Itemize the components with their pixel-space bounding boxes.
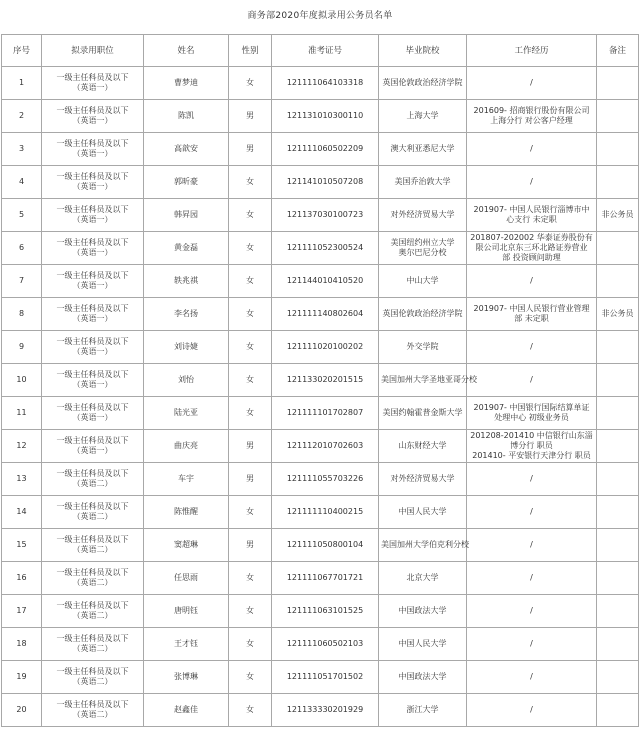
cell-position (42, 496, 144, 529)
cell-exam-id: 121112010702603 (272, 430, 379, 463)
cell-name: 高歆安 (144, 133, 229, 166)
cell-experience-line: 上海分行 对公客户经理 (490, 116, 573, 125)
cell-position (42, 232, 144, 265)
cell-exam-id: 121137030100723 (272, 199, 379, 232)
cell-no: 15 (2, 529, 42, 562)
cell-experience-line: 部 投资顾问助理 (502, 253, 561, 262)
cell-remark (597, 100, 639, 133)
cell-name: 任思雨 (144, 562, 229, 595)
cell-gender: 女 (229, 166, 272, 199)
cell-experience-line: / (530, 705, 533, 714)
cell-position-line: 一级主任科员及以下 (56, 634, 129, 643)
cell-exam-id: 121141010507208 (272, 166, 379, 199)
roster-body (2, 67, 639, 727)
cell-school (379, 694, 467, 727)
roster-table (1, 34, 639, 727)
cell-experience (467, 364, 597, 397)
table-row (2, 562, 639, 595)
table-row (2, 397, 639, 430)
cell-position (42, 199, 144, 232)
table-row (2, 595, 639, 628)
cell-experience (467, 166, 597, 199)
cell-position-line: 一级主任科员及以下 (56, 370, 129, 379)
cell-position (42, 628, 144, 661)
cell-no: 6 (2, 232, 42, 265)
cell-remark (597, 496, 639, 529)
cell-position (42, 100, 144, 133)
cell-school-line: 美国约翰霍普金斯大学 (382, 408, 463, 417)
cell-school-line: 北京大学 (406, 573, 439, 582)
cell-school-line: 上海大学 (406, 111, 439, 120)
cell-experience-line: 201807-202002 华泰证券股份有 (470, 233, 593, 242)
cell-school-line: 山东财经大学 (398, 441, 447, 450)
cell-remark: 非公务员 (597, 298, 639, 331)
cell-position (42, 265, 144, 298)
cell-exam-id: 121111101702807 (272, 397, 379, 430)
cell-name: 车宇 (144, 463, 229, 496)
cell-no: 8 (2, 298, 42, 331)
cell-position-line: （英语一） (72, 248, 113, 257)
cell-position (42, 67, 144, 100)
cell-name: 陈惟醒 (144, 496, 229, 529)
cell-experience-line: / (530, 606, 533, 615)
cell-experience (467, 463, 597, 496)
cell-remark (597, 628, 639, 661)
cell-no: 9 (2, 331, 42, 364)
cell-gender: 女 (229, 694, 272, 727)
cell-gender: 女 (229, 397, 272, 430)
cell-position-line: 一级主任科员及以下 (56, 403, 129, 412)
cell-position-line: （英语一） (72, 347, 113, 356)
cell-exam-id: 121111067701721 (272, 562, 379, 595)
cell-position-line: 一级主任科员及以下 (56, 700, 129, 709)
cell-gender: 女 (229, 67, 272, 100)
cell-exam-id: 121131010300110 (272, 100, 379, 133)
table-row (2, 628, 639, 661)
cell-position-line: （英语一） (72, 380, 113, 389)
cell-position (42, 331, 144, 364)
cell-no: 19 (2, 661, 42, 694)
cell-position-line: 一级主任科员及以下 (56, 601, 129, 610)
cell-experience (467, 232, 597, 265)
cell-name: 赵鑫佳 (144, 694, 229, 727)
cell-position-line: （英语一） (72, 446, 113, 455)
cell-position-line: （英语一） (72, 215, 113, 224)
table-row (2, 661, 639, 694)
cell-position-line: （英语二） (72, 710, 113, 719)
cell-no: 1 (2, 67, 42, 100)
cell-position (42, 397, 144, 430)
header-experience: 工作经历 (467, 35, 597, 67)
cell-school-line: 中国人民大学 (398, 639, 447, 648)
cell-position (42, 166, 144, 199)
cell-gender: 女 (229, 331, 272, 364)
cell-position-line: 一级主任科员及以下 (56, 469, 129, 478)
cell-experience-line: 处理中心 初级业务员 (494, 413, 569, 422)
cell-no: 12 (2, 430, 42, 463)
cell-school (379, 661, 467, 694)
table-row (2, 166, 639, 199)
cell-gender: 女 (229, 628, 272, 661)
cell-exam-id: 121111060502209 (272, 133, 379, 166)
cell-name: 窦超琳 (144, 529, 229, 562)
cell-gender: 女 (229, 364, 272, 397)
cell-school (379, 67, 467, 100)
cell-position-line: 一级主任科员及以下 (56, 271, 129, 280)
cell-no: 5 (2, 199, 42, 232)
cell-school (379, 397, 467, 430)
cell-position-line: （英语一） (72, 413, 113, 422)
cell-position-line: （英语二） (72, 545, 113, 554)
cell-school (379, 463, 467, 496)
cell-experience-line: / (530, 507, 533, 516)
cell-school-line: 澳大利亚悉尼大学 (390, 144, 455, 153)
table-row (2, 529, 639, 562)
cell-position-line: （英语一） (72, 149, 113, 158)
cell-position-line: （英语一） (72, 314, 113, 323)
cell-position-line: （英语一） (72, 83, 113, 92)
cell-school-line: 美国纽约州立大学 (390, 238, 455, 247)
cell-remark (597, 661, 639, 694)
header-name: 姓名 (144, 35, 229, 67)
cell-name: 李名扬 (144, 298, 229, 331)
cell-school-line: 中国政法大学 (398, 672, 447, 681)
cell-position-line: 一级主任科员及以下 (56, 337, 129, 346)
cell-name: 刘诗婕 (144, 331, 229, 364)
cell-position-line: （英语一） (72, 281, 113, 290)
cell-no: 20 (2, 694, 42, 727)
cell-experience (467, 331, 597, 364)
cell-gender: 女 (229, 595, 272, 628)
cell-remark (597, 430, 639, 463)
cell-remark (597, 166, 639, 199)
cell-experience (467, 265, 597, 298)
cell-experience-line: / (530, 639, 533, 648)
cell-position (42, 298, 144, 331)
cell-experience (467, 100, 597, 133)
cell-name: 唐明钰 (144, 595, 229, 628)
cell-school-line: 对外经济贸易大学 (390, 210, 455, 219)
cell-remark (597, 694, 639, 727)
cell-exam-id: 121133330201929 (272, 694, 379, 727)
cell-position (42, 364, 144, 397)
cell-name: 刘怡 (144, 364, 229, 397)
cell-remark (597, 562, 639, 595)
cell-gender: 男 (229, 100, 272, 133)
cell-experience-line: 201208-201410 中信银行山东淄 (470, 431, 593, 440)
cell-school (379, 232, 467, 265)
cell-school-line: 浙江大学 (406, 705, 439, 714)
cell-exam-id: 121111051701502 (272, 661, 379, 694)
cell-gender: 男 (229, 529, 272, 562)
cell-gender: 女 (229, 496, 272, 529)
cell-school-line: 中国人民大学 (398, 507, 447, 516)
cell-position-line: 一级主任科员及以下 (56, 205, 129, 214)
cell-position (42, 463, 144, 496)
cell-school (379, 496, 467, 529)
cell-school-line: 英国伦敦政治经济学院 (382, 78, 463, 87)
cell-no: 13 (2, 463, 42, 496)
cell-experience (467, 496, 597, 529)
table-row (2, 430, 639, 463)
cell-remark (597, 331, 639, 364)
cell-school (379, 133, 467, 166)
table-row (2, 463, 639, 496)
cell-experience-line: 博分行 职员 (510, 441, 553, 450)
cell-school-line: 中国政法大学 (398, 606, 447, 615)
cell-experience-line: / (530, 474, 533, 483)
table-row (2, 232, 639, 265)
cell-experience-line: / (530, 540, 533, 549)
cell-school-line: 对外经济贸易大学 (390, 474, 455, 483)
cell-remark (597, 364, 639, 397)
cell-position-line: 一级主任科员及以下 (56, 106, 129, 115)
cell-experience-line: / (530, 144, 533, 153)
cell-position-line: 一级主任科员及以下 (56, 73, 129, 82)
cell-position-line: 一级主任科员及以下 (56, 667, 129, 676)
cell-school (379, 628, 467, 661)
cell-gender: 女 (229, 298, 272, 331)
table-row (2, 100, 639, 133)
cell-position (42, 529, 144, 562)
cell-no: 4 (2, 166, 42, 199)
cell-position-line: （英语二） (72, 578, 113, 587)
cell-experience (467, 67, 597, 100)
header-row (2, 35, 639, 67)
cell-remark (597, 232, 639, 265)
cell-school-line: 英国伦敦政治经济学院 (382, 309, 463, 318)
cell-school (379, 562, 467, 595)
cell-experience (467, 562, 597, 595)
cell-no: 3 (2, 133, 42, 166)
cell-experience-line: / (530, 276, 533, 285)
cell-experience-line: 限公司北京东三环北路证券营业 (475, 243, 588, 252)
cell-position-line: （英语二） (72, 677, 113, 686)
cell-position (42, 562, 144, 595)
cell-position-line: 一级主任科员及以下 (56, 502, 129, 511)
cell-experience-line: 201907- 中国银行国际结算单证 (473, 403, 590, 412)
cell-experience-line: / (530, 177, 533, 186)
cell-position (42, 430, 144, 463)
cell-position-line: 一级主任科员及以下 (56, 238, 129, 247)
cell-experience-line: 201410- 平安银行天津分行 职员 (472, 451, 591, 460)
cell-exam-id: 121111064103318 (272, 67, 379, 100)
header-no: 序号 (2, 35, 42, 67)
cell-no: 16 (2, 562, 42, 595)
cell-gender: 男 (229, 463, 272, 496)
table-row (2, 199, 639, 232)
cell-position-line: （英语二） (72, 644, 113, 653)
cell-school-line: 外交学院 (406, 342, 439, 351)
cell-position-line: 一级主任科员及以下 (56, 139, 129, 148)
table-row (2, 67, 639, 100)
cell-experience-line: 部 未定职 (514, 314, 549, 323)
cell-experience-line: / (530, 78, 533, 87)
cell-remark: 非公务员 (597, 199, 639, 232)
cell-experience-line: 201907- 中国人民银行营业管理 (473, 304, 590, 313)
cell-name: 陈凯 (144, 100, 229, 133)
cell-exam-id: 121111050800104 (272, 529, 379, 562)
cell-position-line: 一级主任科员及以下 (56, 304, 129, 313)
cell-school (379, 595, 467, 628)
cell-name: 轶兆祺 (144, 265, 229, 298)
cell-school (379, 430, 467, 463)
cell-exam-id: 121111063101525 (272, 595, 379, 628)
cell-gender: 女 (229, 232, 272, 265)
cell-gender: 男 (229, 133, 272, 166)
cell-position-line: （英语一） (72, 116, 113, 125)
cell-no: 2 (2, 100, 42, 133)
cell-position-line: 一级主任科员及以下 (56, 535, 129, 544)
page-title: 商务部2020年度拟录用公务员名单 (247, 11, 393, 21)
cell-exam-id: 121111140802604 (272, 298, 379, 331)
cell-remark (597, 595, 639, 628)
cell-exam-id: 121111110400215 (272, 496, 379, 529)
cell-position-line: （英语二） (72, 611, 113, 620)
cell-gender: 男 (229, 430, 272, 463)
cell-experience-line: / (530, 672, 533, 681)
cell-school-line: 美国加州大学圣地亚哥分校 (381, 375, 477, 384)
cell-school (379, 364, 477, 397)
header-remark: 备注 (597, 35, 639, 67)
table-row (2, 496, 639, 529)
cell-experience-line: 201907- 中国人民银行淄博市中 (473, 205, 590, 214)
cell-no: 11 (2, 397, 42, 430)
cell-position-line: （英语二） (72, 479, 113, 488)
cell-name: 曲庆亮 (144, 430, 229, 463)
cell-experience (467, 694, 597, 727)
cell-exam-id: 121111060502103 (272, 628, 379, 661)
cell-remark (597, 529, 639, 562)
cell-exam-id: 121133020201515 (272, 364, 379, 397)
header-school: 毕业院校 (379, 35, 467, 67)
cell-experience (467, 529, 597, 562)
cell-no: 14 (2, 496, 42, 529)
cell-experience-line: / (530, 375, 533, 384)
cell-name: 韩昇园 (144, 199, 229, 232)
cell-school-line: 美国加州大学伯克利分校 (381, 540, 469, 549)
cell-no: 18 (2, 628, 42, 661)
table-row (2, 298, 639, 331)
cell-position-line: 一级主任科员及以下 (56, 172, 129, 181)
cell-school (379, 298, 467, 331)
cell-name: 黄金磊 (144, 232, 229, 265)
cell-exam-id: 121111055703226 (272, 463, 379, 496)
header-gender: 性别 (229, 35, 272, 67)
cell-gender: 女 (229, 661, 272, 694)
cell-gender: 女 (229, 265, 272, 298)
header-exam-id: 准考证号 (272, 35, 379, 67)
cell-experience (467, 199, 597, 232)
cell-experience (467, 595, 597, 628)
cell-experience (467, 628, 597, 661)
cell-school (379, 265, 467, 298)
cell-experience-line: 201609- 招商银行股份有限公司 (473, 106, 590, 115)
cell-no: 10 (2, 364, 42, 397)
cell-no: 7 (2, 265, 42, 298)
cell-remark (597, 397, 639, 430)
cell-name: 王才钰 (144, 628, 229, 661)
cell-no: 17 (2, 595, 42, 628)
cell-experience (467, 430, 597, 463)
table-row (2, 265, 639, 298)
cell-position (42, 133, 144, 166)
cell-experience-line: / (530, 342, 533, 351)
cell-remark (597, 463, 639, 496)
table-row (2, 331, 639, 364)
cell-name: 曹梦迪 (144, 67, 229, 100)
cell-exam-id: 121144010410520 (272, 265, 379, 298)
cell-position-line: （英语一） (72, 182, 113, 191)
header-position: 拟录用职位 (42, 35, 144, 67)
table-row (2, 694, 639, 727)
cell-experience-line: 心支行 未定职 (506, 215, 557, 224)
cell-remark (597, 265, 639, 298)
cell-exam-id: 121111020100202 (272, 331, 379, 364)
cell-position (42, 595, 144, 628)
cell-position-line: 一级主任科员及以下 (56, 436, 129, 445)
cell-school-line: 奥尔巴尼分校 (398, 248, 447, 257)
cell-experience (467, 133, 597, 166)
cell-gender: 女 (229, 199, 272, 232)
cell-position (42, 694, 144, 727)
cell-school (379, 199, 467, 232)
cell-school-line: 中山大学 (406, 276, 439, 285)
cell-remark (597, 67, 639, 100)
cell-school-line: 美国乔治敦大学 (394, 177, 451, 186)
cell-experience (467, 298, 597, 331)
cell-name: 张博琳 (144, 661, 229, 694)
cell-school (379, 331, 467, 364)
cell-school (379, 529, 467, 562)
cell-school (379, 166, 467, 199)
cell-position-line: 一级主任科员及以下 (56, 568, 129, 577)
cell-experience (467, 661, 597, 694)
cell-exam-id: 121111052300524 (272, 232, 379, 265)
cell-remark (597, 133, 639, 166)
cell-position (42, 661, 144, 694)
cell-experience-line: / (530, 573, 533, 582)
table-row (2, 364, 639, 397)
cell-school (379, 100, 467, 133)
table-row (2, 133, 639, 166)
cell-gender: 女 (229, 562, 272, 595)
cell-experience (467, 397, 597, 430)
cell-name: 郭昕豪 (144, 166, 229, 199)
cell-position-line: （英语二） (72, 512, 113, 521)
cell-name: 陆光亚 (144, 397, 229, 430)
